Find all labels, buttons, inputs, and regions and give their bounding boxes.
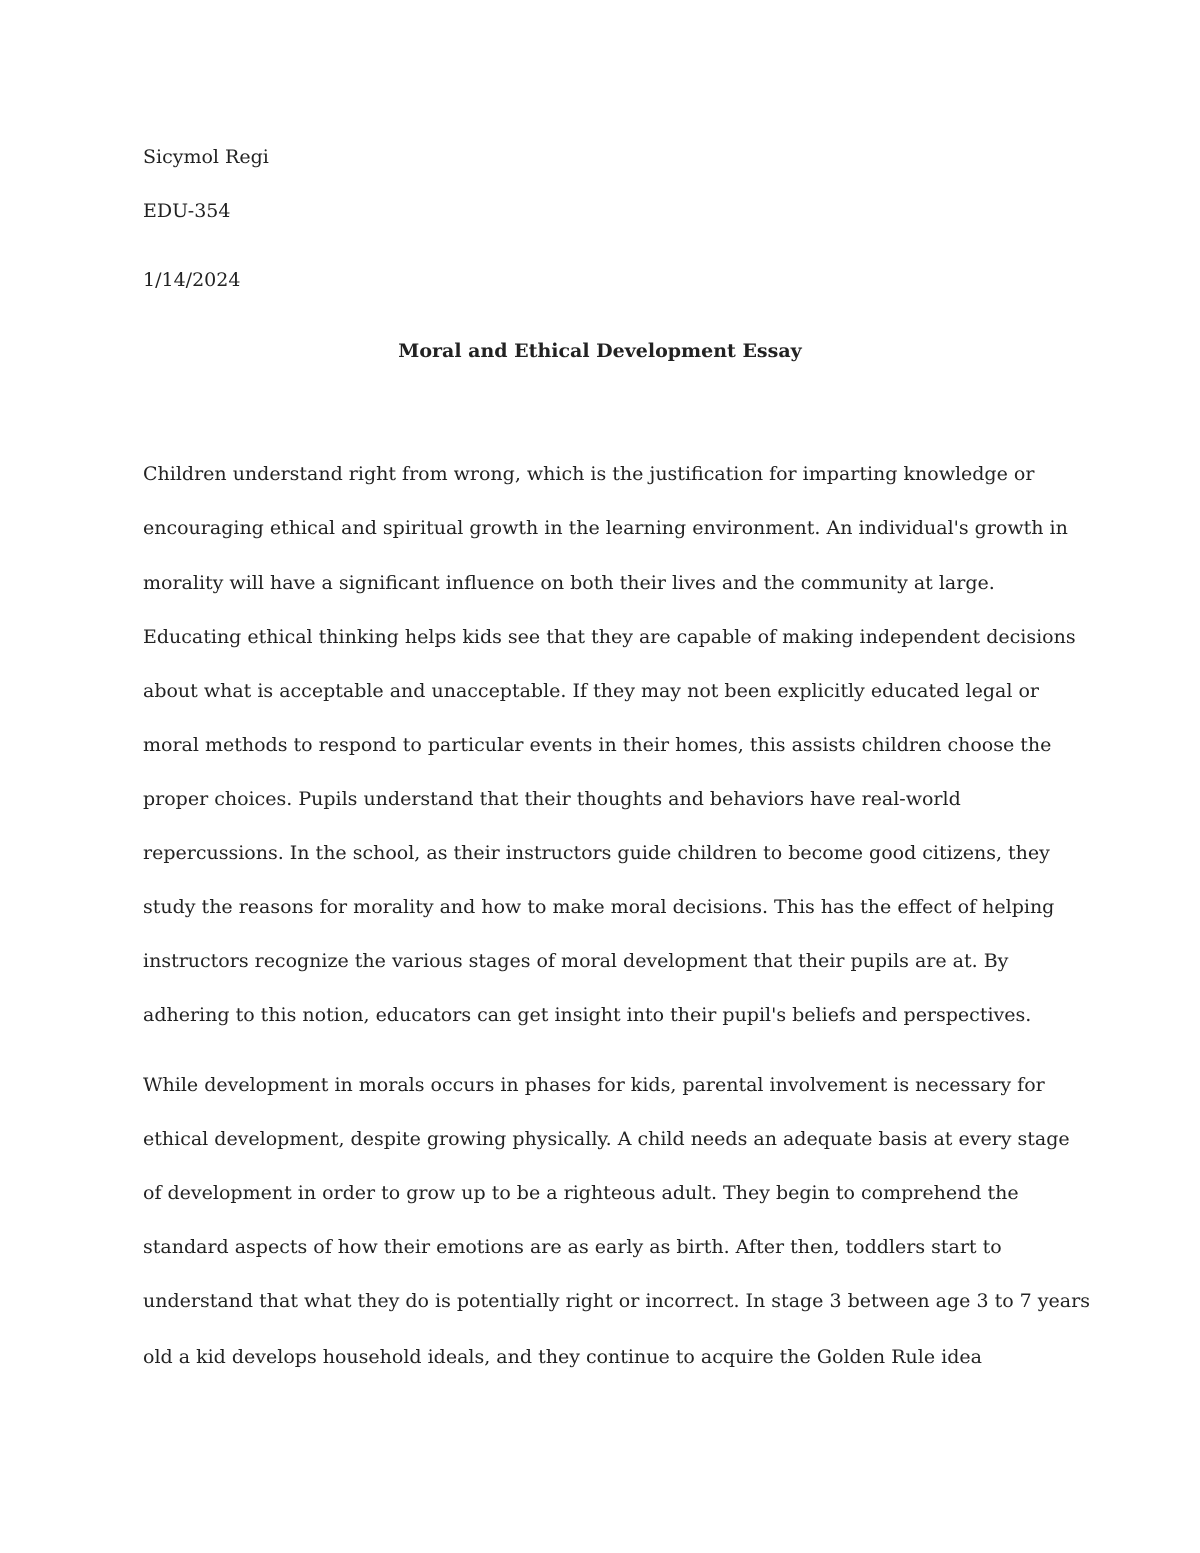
paragraph-line: While development in morals occurs in phases for kids, parental involvement is necessary for (143, 1074, 1045, 1096)
paragraph-line: encouraging ethical and spiritual growth in the learning environment. An individual's growth in (143, 517, 1068, 539)
paragraph-line: morality will have a significant influence on both their lives and the community at large. (143, 572, 995, 594)
paragraph-line: standard aspects of how their emotions are as early as birth. After then, toddlers start to (143, 1236, 1002, 1258)
author-name: Sicymol Regi (143, 146, 269, 168)
paragraph-line: of development in order to grow up to be a righteous adult. They begin to comprehend the (143, 1182, 1019, 1204)
paragraph-line: ethical development, despite growing physically. A child needs an adequate basis at every stage (143, 1128, 1070, 1150)
paragraph-line: Educating ethical thinking helps kids see that they are capable of making independent decisions (143, 626, 1076, 648)
paragraph-line: understand that what they do is potentially right or incorrect. In stage 3 between age 3 to 7 years (143, 1290, 1090, 1312)
paragraph-line: proper choices. Pupils understand that their thoughts and behaviors have real-world (143, 788, 961, 810)
paragraph-line: study the reasons for morality and how to make moral decisions. This has the effect of helping (143, 896, 1055, 918)
paragraph-line: about what is acceptable and unacceptable. If they may not been explicitly educated legal or (143, 680, 1039, 702)
paragraph-line: moral methods to respond to particular events in their homes, this assists children choose the (143, 734, 1052, 756)
paragraph-line: repercussions. In the school, as their instructors guide children to become good citizens, they (143, 842, 1050, 864)
essay-title: Moral and Ethical Development Essay (398, 340, 802, 362)
paragraph-line: old a kid develops household ideals, and they continue to acquire the Golden Rule idea (143, 1346, 982, 1368)
document-date: 1/14/2024 (143, 269, 241, 291)
paragraph-line: Children understand right from wrong, which is the justification for imparting knowledge or (143, 463, 1035, 485)
course-code: EDU-354 (143, 200, 231, 222)
paragraph-line: instructors recognize the various stages of moral development that their pupils are at. By (143, 950, 1009, 972)
paragraph-line: adhering to this notion, educators can get insight into their pupil's beliefs and perspectives. (143, 1004, 1032, 1026)
